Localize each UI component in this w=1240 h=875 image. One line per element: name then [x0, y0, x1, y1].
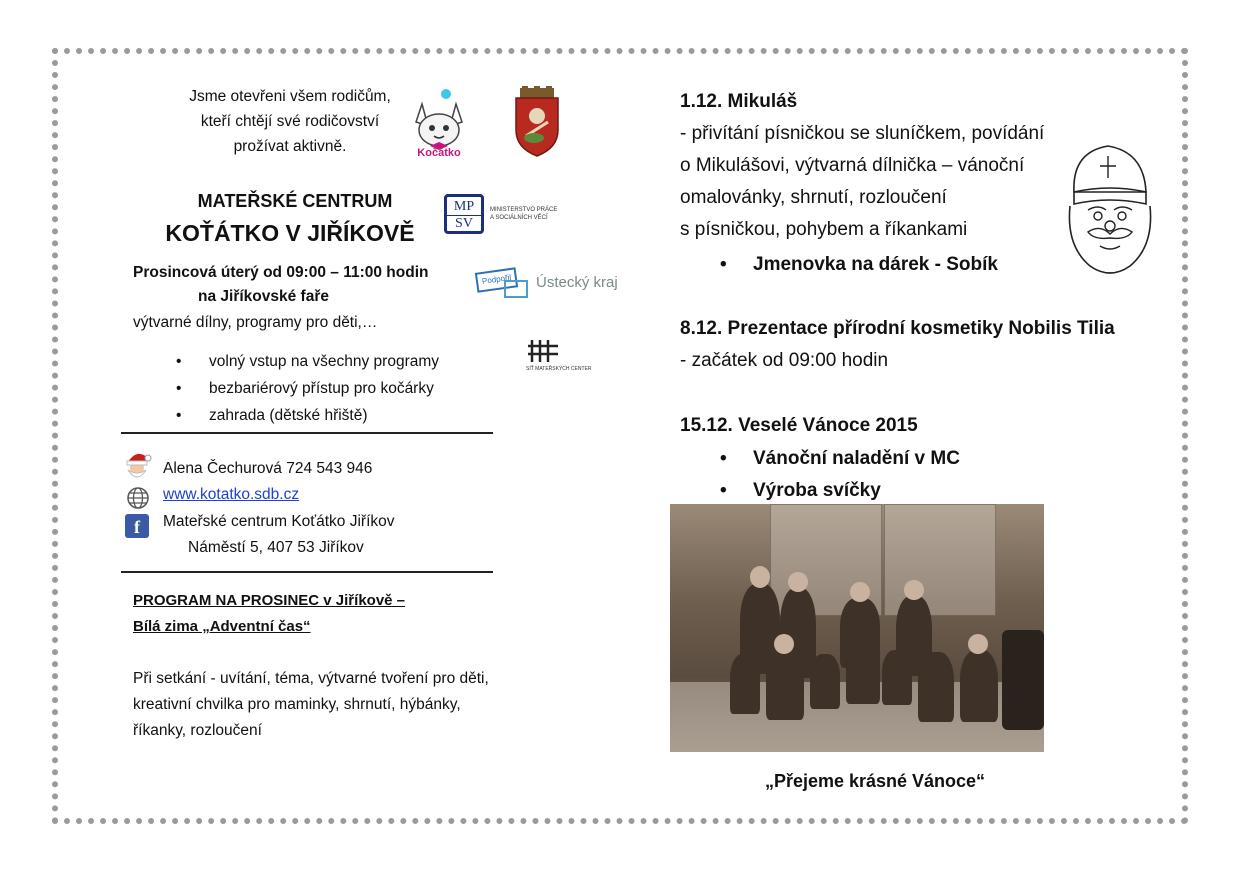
kotatko-logo	[400, 86, 478, 162]
mpsv-letters-top: MP	[447, 199, 481, 216]
event3-title: 15.12. Veselé Vánoce 2015	[680, 415, 918, 436]
features-list	[176, 348, 496, 429]
list-item: • bezbariérový přístup pro kočárky	[176, 375, 496, 402]
event1-line: o Mikulášovi, výtvarná dílnička – vánoční	[680, 155, 1025, 176]
mpsv-logo	[444, 194, 564, 238]
meeting-line: Při setkání - uvítání, téma, výtvarné tvoření pro děti,	[133, 670, 489, 687]
website-link[interactable]: www.kotatko.sdb.cz	[163, 486, 300, 503]
kotatko-logo-text: Kočátko	[417, 147, 461, 159]
event1-line: omalovánky, shrnutí, rozloučení	[680, 187, 947, 208]
event2-title: 8.12. Prezentace přírodní kosmetiky Nobilis Tilia	[680, 318, 1115, 339]
event1-line: - přivítání písničkou se sluníčkem, povídání	[680, 123, 1045, 144]
intro-line: kteří chtějí své rodičovství	[200, 113, 380, 130]
centre-name-line1: MATEŘSKÉ CENTRUM	[197, 191, 393, 211]
schedule-line1: Prosincová úterý od 09:00 – 11:00 hodin	[133, 264, 429, 281]
kraj-badge: Podpořil	[475, 267, 519, 293]
mpsv-text-line: MINISTERSTVO PRÁCE	[490, 207, 558, 213]
ustecky-kraj-logo	[476, 266, 616, 302]
intro-line: prožívat aktivně.	[233, 138, 347, 155]
meeting-line: kreativní chvilka pro maminky, shrnutí, hýbánky,	[133, 696, 461, 713]
activities-text: výtvarné dílny, programy pro děti,…	[133, 314, 378, 331]
divider	[121, 571, 493, 573]
closing-greeting: „Přejeme krásné Vánoce“	[764, 771, 986, 791]
contact-phone: Alena Čechurová 724 543 946	[163, 460, 373, 477]
schedule-line2: na Jiříkovské faře	[198, 288, 329, 305]
event1-title: 1.12. Mikuláš	[680, 91, 798, 112]
event1-bullets	[720, 249, 998, 281]
sit-text: SÍŤ MATEŘSKÝCH CENTER	[526, 366, 592, 372]
divider	[121, 432, 493, 434]
intro-line: Jsme otevřeni všem rodičům,	[189, 88, 391, 105]
mpsv-text-line: A SOCIÁLNÍCH VĚCÍ	[490, 215, 548, 221]
program-title-line2: Bílá zima „Adventní čas“	[133, 618, 311, 635]
contact-facebook: Mateřské centrum Koťátko Jiříkov	[163, 513, 395, 530]
meeting-line: říkanky, rozloučení	[133, 722, 262, 739]
list-item: • Výroba svíčky	[720, 475, 960, 507]
event1-line: s písničkou, pohybem a říkankami	[680, 219, 968, 240]
globe-icon	[126, 486, 150, 510]
coat-of-arms-icon	[512, 86, 562, 158]
intro-text	[150, 84, 430, 159]
contact-address: Náměstí 5, 407 53 Jiříkov	[188, 539, 364, 556]
facebook-icon: f	[125, 514, 149, 538]
event3-bullets	[720, 443, 960, 507]
mpsv-letters-bottom: SV	[455, 216, 473, 231]
santa-avatar-icon	[122, 450, 152, 482]
list-item: • zahrada (dětské hřiště)	[176, 402, 496, 429]
event1-description	[680, 118, 1044, 246]
list-item: • volný vstup na všechny programy	[176, 348, 496, 375]
list-item: • Jmenovka na dárek - Sobík	[720, 249, 998, 281]
meeting-text	[133, 666, 489, 744]
event2-line: - začátek od 09:00 hodin	[680, 350, 889, 371]
kraj-text: Ústecký kraj	[536, 274, 618, 291]
centre-name-line2: KOŤÁTKO V JIŘÍKOVĚ	[165, 220, 415, 246]
group-photo	[670, 504, 1044, 752]
program-title-line1: PROGRAM NA PROSINEC v Jiříkově –	[133, 592, 406, 609]
list-item: • Vánoční naladění v MC	[720, 443, 960, 475]
santa-face-icon	[1060, 142, 1160, 282]
sit-materskych-center-logo	[526, 338, 606, 378]
